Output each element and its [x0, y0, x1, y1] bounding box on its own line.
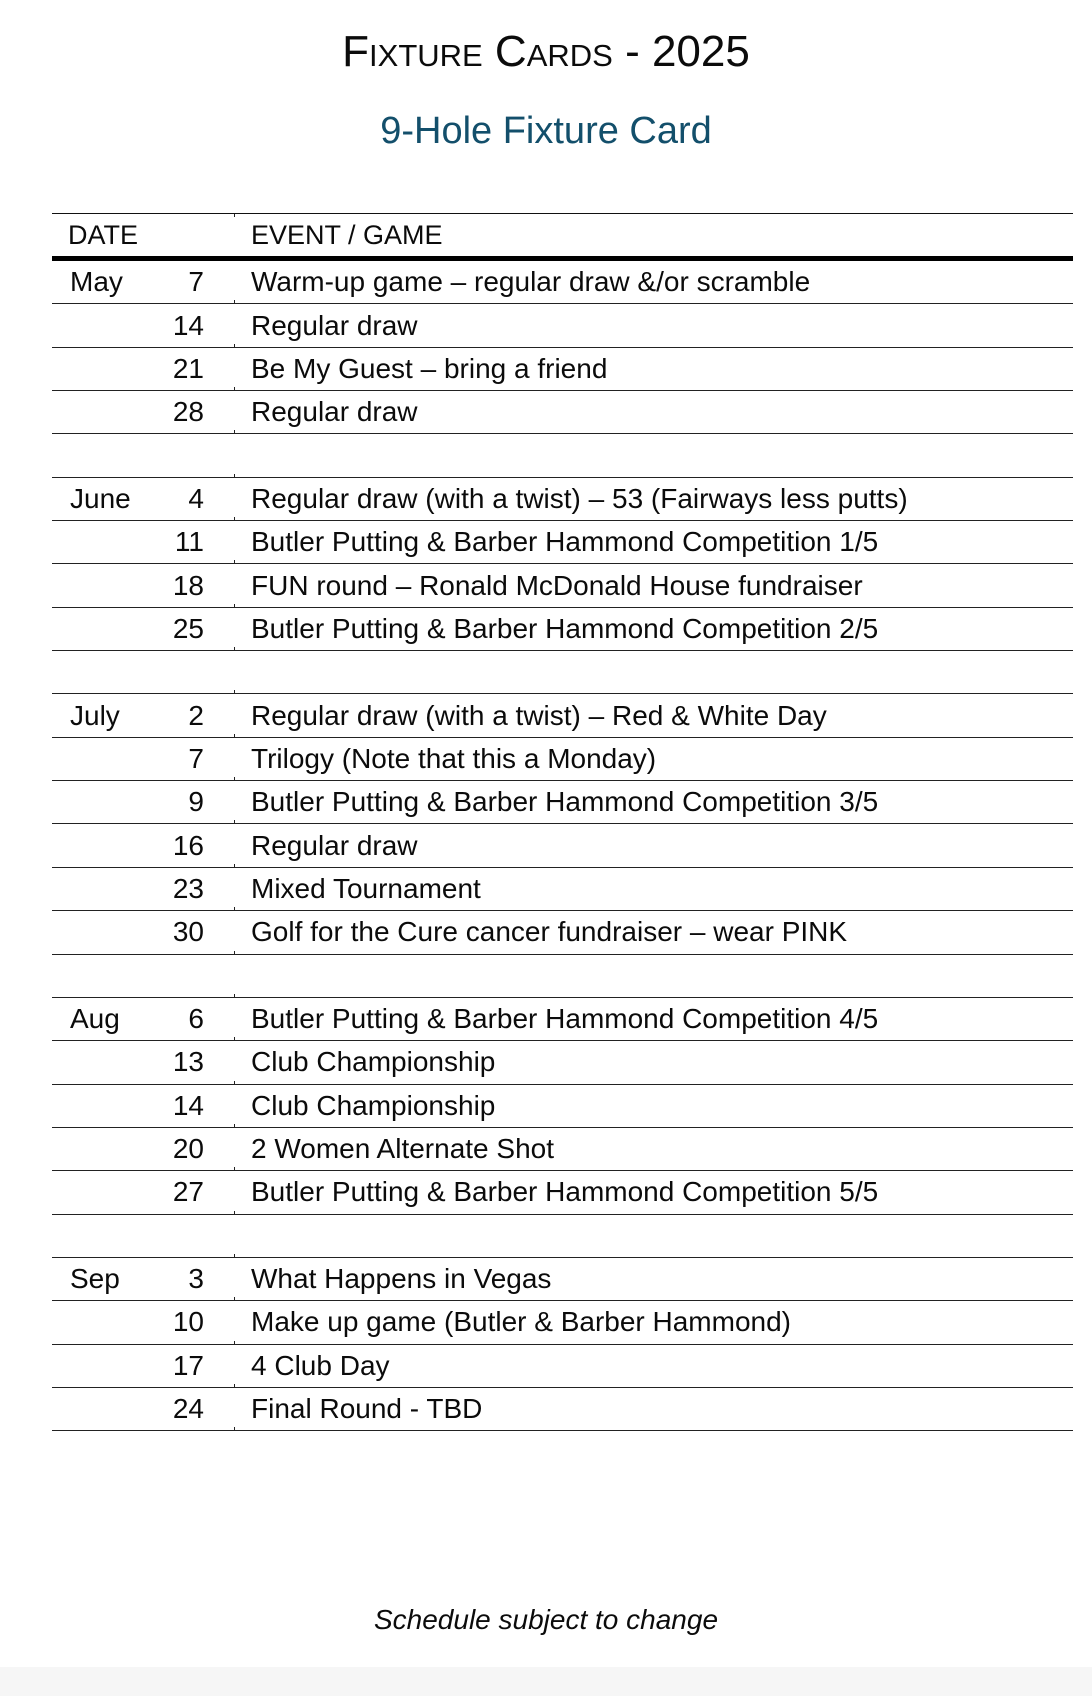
table-row	[52, 1085, 1073, 1128]
day-cell: 6	[188, 1003, 204, 1035]
day-cell	[152, 434, 204, 476]
event-cell: Club Championship	[251, 1089, 496, 1121]
page-title: Fixture Cards - 2025	[342, 27, 750, 76]
month-cell: July	[70, 699, 120, 731]
day-cell: 10	[172, 1306, 204, 1338]
table-row	[52, 521, 1073, 564]
day-cell: 11	[174, 526, 204, 558]
table-row	[52, 1258, 1073, 1301]
table-row	[52, 1345, 1073, 1388]
table-row	[52, 564, 1073, 607]
day-cell: 4	[188, 482, 204, 514]
event-cell: Butler Putting & Barber Hammond Competition 5/5	[251, 1176, 879, 1208]
spacer-row	[52, 434, 1073, 477]
day-cell: 14	[172, 309, 204, 341]
day-cell: 18	[172, 569, 204, 601]
table-row	[52, 391, 1073, 434]
month-cell: May	[70, 266, 123, 298]
event-cell: Trilogy (Note that this a Monday)	[251, 742, 657, 774]
spacer-row	[52, 651, 1073, 694]
event-cell: Regular draw	[251, 829, 418, 861]
day-cell: 3	[188, 1263, 204, 1295]
day-cell: 23	[172, 872, 204, 904]
spacer-row	[52, 1215, 1073, 1258]
table-row	[52, 348, 1073, 391]
table-row	[52, 824, 1073, 867]
table-row	[52, 998, 1073, 1041]
header-event: EVENT / GAME	[251, 219, 443, 250]
event-cell: Regular draw	[251, 309, 418, 341]
table-row	[52, 1041, 1073, 1084]
event-cell: Club Championship	[251, 1046, 496, 1078]
day-cell	[152, 955, 204, 997]
month-cell: Sep	[70, 1263, 120, 1295]
fixture-table	[52, 213, 1073, 1431]
header-date: DATE	[68, 219, 139, 250]
event-cell: Regular draw	[251, 396, 418, 428]
table-row	[52, 1388, 1073, 1431]
day-cell: 14	[172, 1089, 204, 1121]
day-cell: 16	[172, 829, 204, 861]
day-cell: 7	[188, 742, 204, 774]
table-body	[52, 261, 1073, 1431]
day-cell: 30	[172, 916, 204, 948]
column-divider	[234, 214, 235, 217]
table-row	[52, 911, 1073, 954]
day-cell: 24	[172, 1393, 204, 1425]
page-bottom-edge	[0, 1667, 1092, 1696]
event-cell: Golf for the Cure cancer fundraiser – wear PINK	[251, 916, 848, 948]
day-cell	[152, 651, 204, 693]
day-cell: 21	[172, 352, 204, 384]
table-row	[52, 694, 1073, 737]
event-cell: Butler Putting & Barber Hammond Competition 2/5	[251, 612, 879, 644]
footer-note: Schedule subject to change	[373, 1604, 719, 1635]
table-row	[52, 304, 1073, 347]
table-row	[52, 608, 1073, 651]
spacer-row	[52, 955, 1073, 998]
day-cell: 13	[172, 1046, 204, 1078]
day-cell: 25	[172, 612, 204, 644]
event-cell: 4 Club Day	[251, 1349, 390, 1381]
day-cell: 2	[188, 699, 204, 731]
table-row	[52, 261, 1073, 304]
day-cell: 27	[172, 1176, 204, 1208]
event-cell: Make up game (Butler & Barber Hammond)	[251, 1306, 791, 1338]
event-cell: What Happens in Vegas	[251, 1263, 552, 1295]
month-cell: Aug	[70, 1003, 120, 1035]
day-cell: 17	[172, 1349, 204, 1381]
month-cell: June	[70, 482, 131, 514]
event-cell: Regular draw (with a twist) – Red & White Day	[251, 699, 827, 731]
day-cell: 28	[172, 396, 204, 428]
event-cell: Butler Putting & Barber Hammond Competition 3/5	[251, 786, 879, 818]
day-cell: 9	[188, 786, 204, 818]
table-row	[52, 1301, 1073, 1344]
event-cell: FUN round – Ronald McDonald House fundraiser	[251, 569, 863, 601]
event-cell: Final Round - TBD	[251, 1393, 483, 1425]
event-cell: Mixed Tournament	[251, 872, 481, 904]
table-row	[52, 1171, 1073, 1214]
table-row	[52, 781, 1073, 824]
table-row	[52, 478, 1073, 521]
table-row	[52, 738, 1073, 781]
event-cell: Be My Guest – bring a friend	[251, 352, 608, 384]
column-divider	[234, 1427, 235, 1431]
event-cell: Regular draw (with a twist) – 53 (Fairways less putts)	[251, 482, 908, 514]
table-row	[52, 868, 1073, 911]
table-header	[52, 214, 1073, 261]
event-cell: Butler Putting & Barber Hammond Competition 4/5	[251, 1003, 879, 1035]
event-cell: 2 Women Alternate Shot	[251, 1133, 554, 1165]
event-cell: Butler Putting & Barber Hammond Competition 1/5	[251, 526, 879, 558]
card-subtitle: 9-Hole Fixture Card	[380, 110, 712, 152]
table-row	[52, 1128, 1073, 1171]
day-cell	[152, 1215, 204, 1257]
day-cell: 20	[172, 1133, 204, 1165]
day-cell: 7	[188, 266, 204, 298]
event-cell: Warm-up game – regular draw &/or scramble	[251, 266, 811, 298]
